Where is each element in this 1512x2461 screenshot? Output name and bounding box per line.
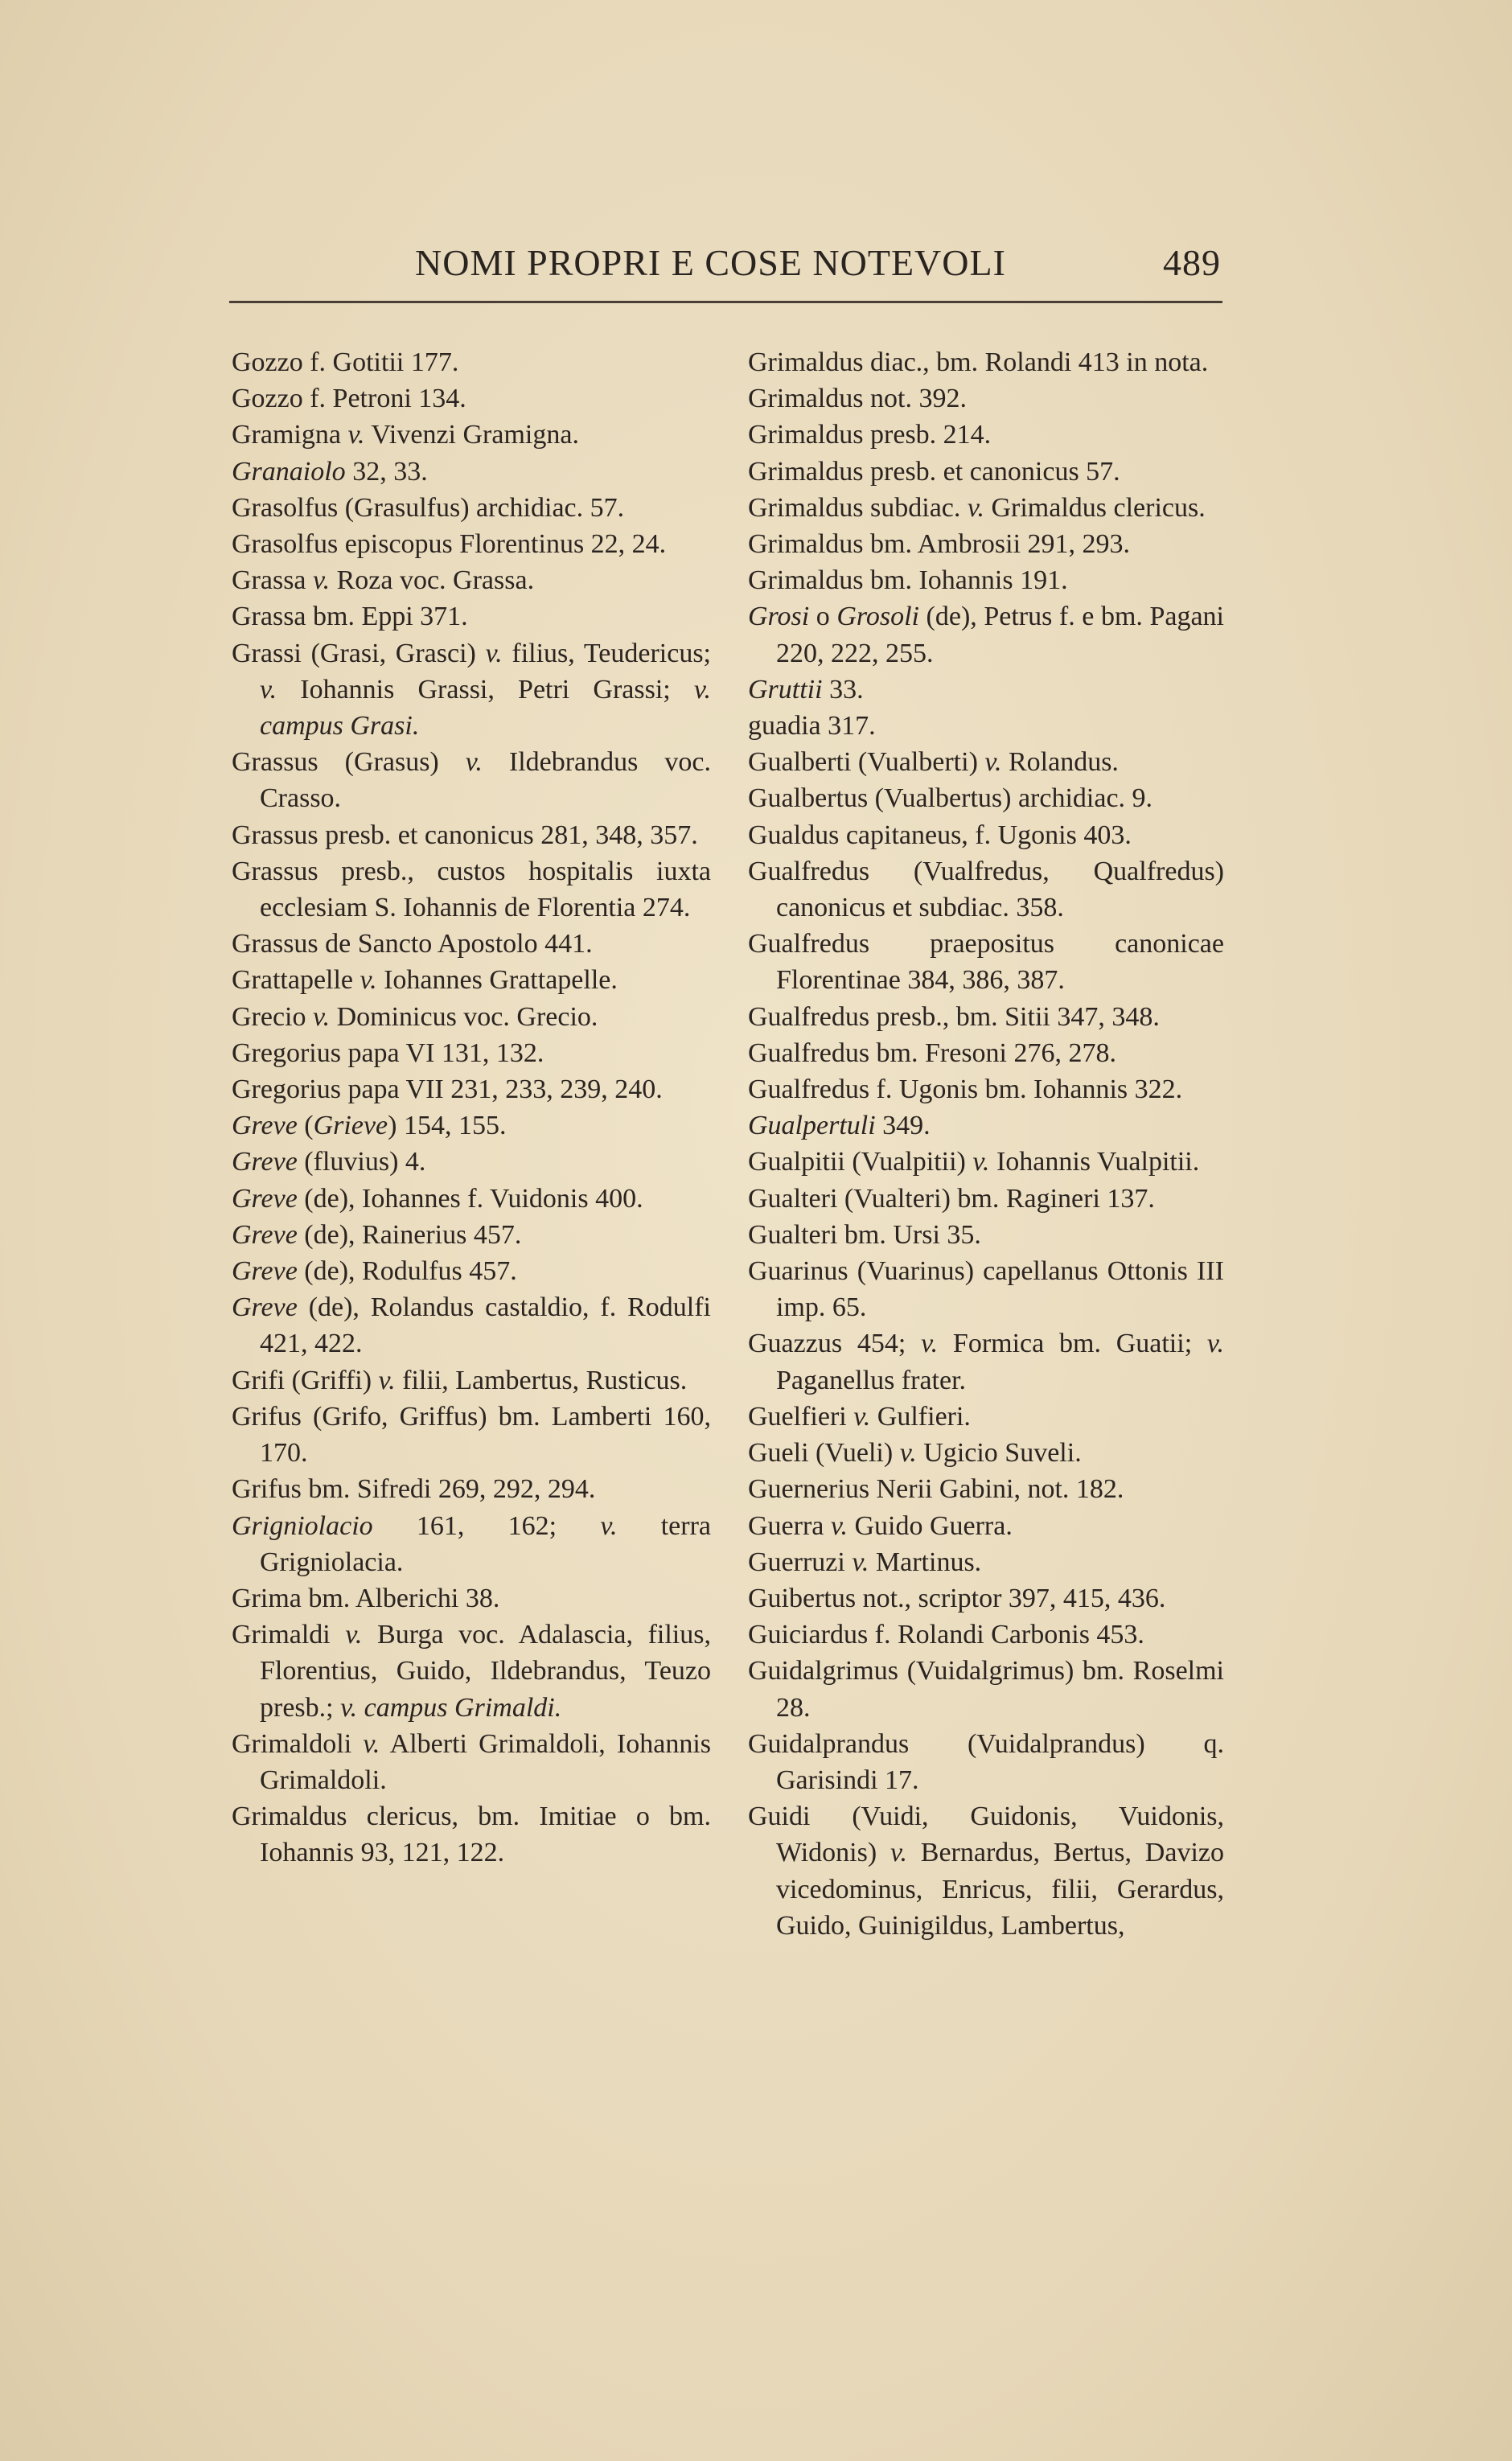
index-entry: Gozzo f. Petroni 134. (232, 384, 466, 414)
index-entry: Gualfredus (Vualfredus, Qualfredus) canonicus et subdiac. 358. (748, 856, 1224, 923)
index-entry: Grimaldus not. 392. (748, 384, 967, 414)
running-header (232, 241, 1221, 291)
index-entry: Grimaldus bm. Iohannis 191. (748, 565, 1068, 596)
index-entry: Guidalgrimus (Vuidalgrimus) bm. Roselmi 28. (748, 1656, 1224, 1723)
index-entry: Guarinus (Vuarinus) capellanus Ottonis III imp. 65. (748, 1256, 1224, 1323)
index-entry: Grimaldus diac., bm. Rolandi 413 in nota. (748, 347, 1209, 377)
index-entry: Greve (de), Rolandus castaldio, f. Rodulfi 421, 422. (232, 1292, 711, 1359)
index-entry: Grassa bm. Eppi 371. (232, 602, 468, 632)
index-entry: Gregorius papa VI 131, 132. (232, 1037, 544, 1068)
index-entry: Grimaldus subdiac. v. Grimaldus clericus. (748, 492, 1206, 523)
index-entry: Grimaldus clericus, bm. Imitiae o bm. Iohannis 93, 121, 122. (232, 1802, 711, 1868)
index-entry: Greve (de), Rainerius 457. (232, 1219, 522, 1250)
index-entry: Grasolfus (Grasulfus) archidiac. 57. (232, 492, 625, 523)
index-entry: Grimaldi v. Burga voc. Adalascia, filius, Florentius, Guido, Ildebrandus, Teuzo presb.; v. campus Grimaldi. (232, 1620, 711, 1723)
index-entry: Gozzo f. Gotitii 177. (232, 347, 459, 377)
index-entry: Greve (de), Iohannes f. Vuidonis 400. (232, 1183, 643, 1214)
index-entry: Gramigna v. Vivenzi Gramigna. (232, 420, 579, 450)
index-column-right (748, 344, 1224, 1944)
index-entry: Guerra v. Guido Guerra. (748, 1510, 1013, 1541)
index-entry: Greve (fluvius) 4. (232, 1147, 426, 1177)
index-entry: Grassus presb. et canonicus 281, 348, 357. (232, 820, 698, 850)
index-entry: Gualbertus (Vualbertus) archidiac. 9. (748, 783, 1153, 814)
index-entry: Grassa v. Roza voc. Grassa. (232, 565, 535, 596)
index-entry: Grima bm. Alberichi 38. (232, 1583, 500, 1613)
index-entry: Greve (Grieve) 154, 155. (232, 1111, 507, 1141)
index-entry: Guerruzi v. Martinus. (748, 1547, 982, 1577)
index-entry: Gualteri (Vualteri) bm. Ragineri 137. (748, 1183, 1155, 1214)
index-entry: Grimaldoli v. Alberti Grimaldoli, Iohannis Grimaldoli. (232, 1728, 711, 1795)
index-entry: Grassus presb., custos hospitalis iuxta ecclesiam S. Iohannis de Florentia 274. (232, 856, 711, 923)
index-entry: Guernerius Nerii Gabini, not. 182. (748, 1474, 1124, 1505)
index-entry: Grimaldus presb. 214. (748, 420, 992, 450)
page-number: 489 (1163, 242, 1221, 283)
index-entry: Grigniolacio 161, 162; v. terra Grigniolacia. (232, 1510, 711, 1577)
index-entry: Gualfredus presb., bm. Sitii 347, 348. (748, 1001, 1160, 1032)
index-column-left (232, 344, 711, 1871)
header-rule (229, 301, 1222, 303)
index-entry: Gualpitii (Vualpitii) v. Iohannis Vualpitii. (748, 1147, 1200, 1177)
index-entry: Guidi (Vuidi, Guidonis, Vuidonis, Widonis) v. Bernardus, Bertus, Davizo vicedominus, Enricus, filii, Gerardus, Guido, Guinigildus, Lambertus, (748, 1802, 1224, 1941)
index-entry: Gueli (Vueli) v. Ugicio Suveli. (748, 1438, 1082, 1469)
index-entry: Gualdus capitaneus, f. Ugonis 403. (748, 820, 1132, 850)
index-entry: Guidalprandus (Vuidalprandus) q. Garisindi 17. (748, 1728, 1224, 1795)
index-entry: Grifi (Griffi) v. filii, Lambertus, Rusticus. (232, 1365, 688, 1395)
index-entry: Grassus de Sancto Apostolo 441. (232, 929, 593, 959)
index-entry: Grifus (Grifo, Griffus) bm. Lamberti 160, 170. (232, 1401, 711, 1469)
index-entry: Granaiolo 32, 33. (232, 456, 428, 487)
index-entry: Gualpertuli 349. (748, 1111, 931, 1141)
index-entry: Grasolfus episcopus Florentinus 22, 24. (232, 529, 667, 560)
index-entry: Gualfredus f. Ugonis bm. Iohannis 322. (748, 1074, 1183, 1105)
index-entry: Grifus bm. Sifredi 269, 292, 294. (232, 1474, 596, 1505)
index-entry: Guelfieri v. Gulfieri. (748, 1401, 971, 1432)
index-entry: Gualfredus bm. Fresoni 276, 278. (748, 1037, 1117, 1068)
index-entry: Greve (de), Rodulfus 457. (232, 1256, 517, 1287)
index-entry: Guazzus 454; v. Formica bm. Guatii; v. Paganellus frater. (748, 1329, 1224, 1395)
index-entry: guadia 317. (748, 711, 876, 742)
index-entry: Grecio v. Dominicus voc. Grecio. (232, 1001, 598, 1032)
index-entry: Grimaldus presb. et canonicus 57. (748, 456, 1120, 487)
index-entry: Grattapelle v. Iohannes Grattapelle. (232, 965, 618, 996)
page-title: NOMI PROPRI E COSE NOTEVOLI (415, 242, 1006, 283)
index-entry: Grosi o Grosoli (de), Petrus f. e bm. Pagani 220, 222, 255. (748, 602, 1224, 668)
index-entry: Guibertus not., scriptor 397, 415, 436. (748, 1583, 1166, 1613)
index-entry: Gualteri bm. Ursi 35. (748, 1219, 981, 1250)
index-entry: Gualberti (Vualberti) v. Rolandus. (748, 747, 1119, 778)
index-entry: Gruttii 33. (748, 674, 864, 705)
index-entry: Grimaldus bm. Ambrosii 291, 293. (748, 529, 1131, 560)
index-entry: Gualfredus praepositus canonicae Florentinae 384, 386, 387. (748, 929, 1224, 996)
index-entry: Grassus (Grasus) v. Ildebrandus voc. Crasso. (232, 747, 711, 814)
index-entry: Grassi (Grasi, Grasci) v. filius, Teudericus; v. Iohannis Grassi, Petri Grassi; v. campus Grasi. (232, 638, 711, 742)
index-entry: Guiciardus f. Rolandi Carbonis 453. (748, 1620, 1144, 1650)
index-entry: Gregorius papa VII 231, 233, 239, 240. (232, 1074, 663, 1105)
